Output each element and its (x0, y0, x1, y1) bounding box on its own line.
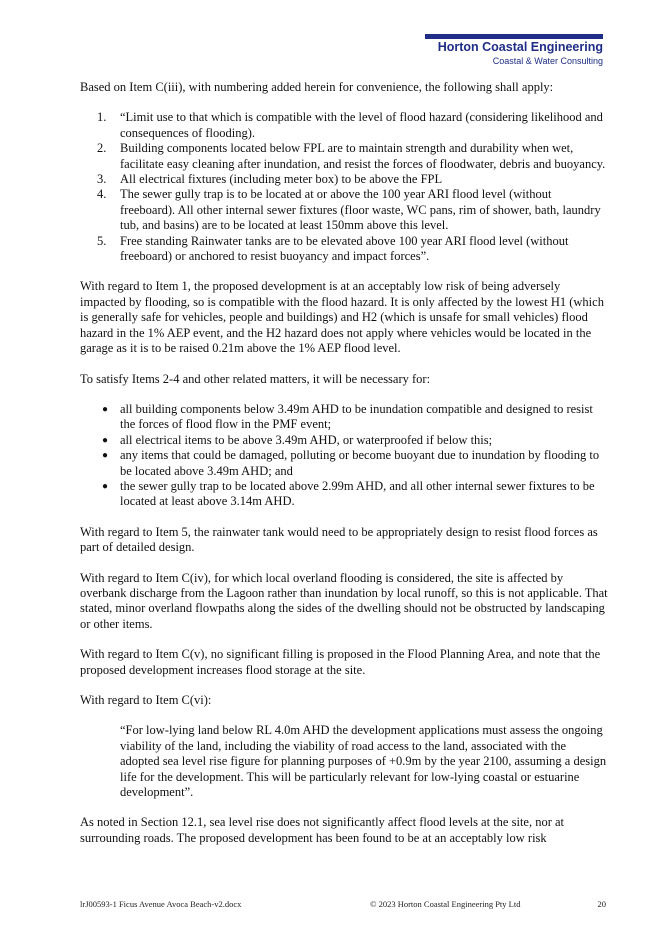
list-item (80, 141, 608, 172)
bullet-icon: ● (102, 434, 109, 446)
bullet-text: the sewer gully trap to be located above 2.99m AHD, and all other internal sewer fixtures to be located at least above 3.14m AHD. (120, 478, 595, 509)
bullet-item (80, 448, 608, 479)
list-number: 3. (97, 172, 107, 187)
closing-paragraph: As noted in Section 12.1, sea level rise does not significantly affect flood levels at the site, nor at surrounding roads. The proposed development has been found to be at an acceptably low risk (80, 815, 565, 845)
items2-4-paragraph: To satisfy Items 2-4 and other related matters, it will be necessary for: (80, 371, 431, 386)
bullet-text: any items that could be damaged, polluting or become buoyant due to inundation by flooding to be located above 3.49m AHD; and (120, 448, 600, 478)
footer-copyright: © 2023 Horton Coastal Engineering Pty Ltd (370, 899, 521, 909)
header-rule (425, 34, 603, 39)
list-number: 1. (97, 110, 107, 125)
bullet-icon: ● (102, 480, 109, 492)
list-number: 2. (97, 141, 107, 156)
bullet-item (80, 433, 608, 448)
item1-paragraph: With regard to Item 1, the proposed development is at an acceptably low risk of being adversely impacted by flooding, so is compatible with the flood hazard. It is only affected by the lowest H1 (which is generally safe for vehicles, people and buildings) and H2 (which is unsafe for small vehicles) flood hazard in the 1% AEP event, and the H2 hazard does not apply where vehicles would be located in the garage as it is to be raised 0.21m above the 1% AEP flood level. (80, 279, 604, 356)
document-body (80, 80, 608, 846)
company-tagline: Coastal & Water Consulting (492, 56, 603, 66)
intro-paragraph: Based on Item C(iii), with numbering added herein for convenience, the following shall apply: (80, 80, 554, 94)
list-number: 4. (97, 187, 107, 202)
block-quote: “For low-lying land below RL 4.0m AHD the development applications must assess the ongoing viability of the land, including the viability of road access to the land, associated with the adopted sea level rise figure for planning purposes of +0.9m by the year 2100, assuming a design life for the development. This will be particularly relevant for low-lying coastal or estuarine development”. (120, 723, 607, 800)
list-number: 5. (97, 233, 107, 248)
list-item-text: Building components located below FPL are to maintain strength and durability when wet, facilitate easy cleaning after inundation, and resist the forces of floodwater, debris and buoyancy. (120, 141, 606, 171)
list-item-text: All electrical fixtures (including meter box) to be above the FPL (120, 172, 443, 187)
item-cv-paragraph: With regard to Item C(v), no significant filling is proposed in the Flood Planning Area, and note that the proposed development increases flood storage at the site. (80, 647, 601, 677)
list-item (80, 110, 608, 141)
company-name: Horton Coastal Engineering (437, 40, 603, 54)
numbered-requirements-list (80, 110, 608, 264)
item-civ-paragraph: With regard to Item C(iv), for which local overland flooding is considered, the site is affected by overbank discharge from the Lagoon rather than inundation by local runoff, so this is not applicable. That stated, minor overland flowpaths along the sides of the dwelling should not be obstructed by landscaping or other items. (80, 570, 608, 631)
bullet-text: all building components below 3.49m AHD to be inundation compatible and designed to resist the forces of flood flow in the PMF event; (120, 401, 593, 432)
list-item-text: “Limit use to that which is compatible with the level of flood hazard (considering likelihood and consequences of flooding). (120, 110, 603, 140)
bullet-list (80, 402, 608, 510)
bullet-icon: ● (102, 403, 109, 415)
list-item-text: Free standing Rainwater tanks are to be elevated above 100 year ARI flood level (without freeboard) or anchored to resist buoyancy and impact forces”. (120, 233, 569, 264)
list-item (80, 234, 608, 265)
footer-filename: lrJ00593-1 Ficus Avenue Avoca Beach-v2.docx (80, 899, 242, 909)
page-number: 20 (597, 899, 606, 909)
bullet-icon: ● (102, 450, 109, 462)
item-cvi-paragraph: With regard to Item C(vi): (80, 693, 212, 707)
bullet-item (80, 479, 608, 510)
bullet-text: all electrical items to be above 3.49m AHD, or waterproofed if below this; (120, 432, 493, 447)
list-item-text: The sewer gully trap is to be located at or above the 100 year ARI flood level (without freeboard). All other internal sewer fixtures (floor waste, WC pans, rim of shower, bath, laundry tub, and basins) are to be located at least 150mm above this level. (120, 187, 601, 233)
list-item (80, 187, 608, 233)
item5-paragraph: With regard to Item 5, the rainwater tank would need to be appropriately design to resist flood forces as part of detailed design. (80, 524, 598, 555)
list-item (80, 172, 608, 187)
bullet-item (80, 402, 608, 433)
